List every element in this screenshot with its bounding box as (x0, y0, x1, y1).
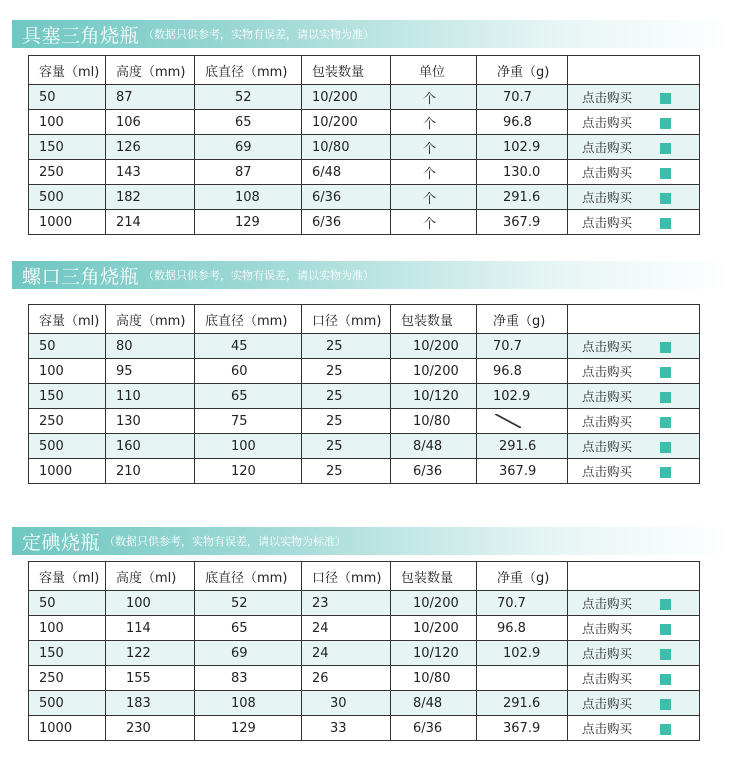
table-cell: 75 (195, 409, 302, 434)
header-cell: 单位 (391, 56, 477, 85)
table-cell: 114 (106, 616, 195, 641)
table-row (29, 716, 700, 741)
header-cell: 包装数量 (391, 305, 477, 334)
table-cell: 6/48 (302, 160, 391, 185)
header-cell: 口径（mm) (302, 305, 391, 334)
table-cell: 10/120 (391, 384, 477, 409)
table-cell: 129 (195, 210, 302, 235)
table-cell: 24 (302, 641, 391, 666)
section-title: 螺口三角烧瓶 (22, 265, 140, 288)
buy-label: 点击购买 (582, 721, 633, 736)
header-cell (568, 305, 700, 334)
table-cell: 60 (195, 359, 302, 384)
buy-square-icon (660, 218, 671, 229)
table-cell (477, 409, 568, 434)
header-cell: 高度（mm) (106, 305, 195, 334)
buy-label: 点击购买 (582, 389, 633, 404)
table-cell: 个 (391, 160, 477, 185)
header-cell: 净重（g) (477, 305, 568, 334)
table-cell: 10/120 (391, 641, 477, 666)
table-cell: 130 (106, 409, 195, 434)
table-header-row (29, 305, 700, 334)
table-cell: 65 (195, 384, 302, 409)
table-row (29, 591, 700, 616)
section-banner (12, 527, 732, 555)
table-cell: 23 (302, 591, 391, 616)
section-title: 具塞三角烧瓶 (22, 24, 140, 47)
header-cell: 底直径（mm) (195, 305, 302, 334)
buy-square-icon (660, 367, 671, 378)
table-cell: 100 (195, 434, 302, 459)
table-cell: 100 (106, 591, 195, 616)
header-cell: 净重（g) (477, 562, 568, 591)
table-cell: 52 (195, 591, 302, 616)
header-cell: 高度（ml) (106, 562, 195, 591)
table-cell: 96.8 (477, 110, 568, 135)
table-cell: 230 (106, 716, 195, 741)
table-cell: 6/36 (302, 185, 391, 210)
table-cell: 500 (29, 434, 106, 459)
buy-label: 点击购买 (582, 596, 633, 611)
section-title: 定碘烧瓶 (22, 531, 101, 554)
table-row (29, 641, 700, 666)
header-cell: 包装数量 (391, 562, 477, 591)
table-cell: 33 (302, 716, 391, 741)
table-cell: 10/80 (391, 666, 477, 691)
table-row (29, 409, 700, 434)
header-cell (568, 562, 700, 591)
table-cell: 1000 (29, 210, 106, 235)
buy-button[interactable] (568, 716, 700, 741)
buy-button[interactable] (568, 641, 700, 666)
buy-button[interactable] (568, 459, 700, 484)
table-cell: 155 (106, 666, 195, 691)
table-cell: 1000 (29, 459, 106, 484)
buy-button[interactable] (568, 135, 700, 160)
table-cell (477, 666, 568, 691)
buy-square-icon (660, 467, 671, 478)
table-cell: 291.6 (477, 185, 568, 210)
table-cell: 150 (29, 135, 106, 160)
buy-square-icon (660, 168, 671, 179)
table-cell: 150 (29, 641, 106, 666)
table-cell: 10/200 (391, 359, 477, 384)
buy-button[interactable] (568, 359, 700, 384)
buy-square-icon (660, 392, 671, 403)
buy-square-icon (660, 417, 671, 428)
table-cell: 143 (106, 160, 195, 185)
table-cell: 130.0 (477, 160, 568, 185)
table-cell: 65 (195, 110, 302, 135)
header-cell: 底直径（mm) (195, 562, 302, 591)
table-cell: 个 (391, 85, 477, 110)
header-cell (568, 56, 700, 85)
buy-square-icon (660, 342, 671, 353)
buy-button[interactable] (568, 334, 700, 359)
buy-label: 点击购买 (582, 646, 633, 661)
table-cell: 96.8 (477, 359, 568, 384)
section-note: （数据只供参考，实物有误差，请以实物为准） (143, 28, 375, 41)
table-cell: 70.7 (477, 334, 568, 359)
header-cell: 包装数量 (302, 56, 391, 85)
table-cell: 183 (106, 691, 195, 716)
table-cell: 25 (302, 334, 391, 359)
table-row (29, 459, 700, 484)
spec-table (28, 55, 700, 235)
table-row (29, 210, 700, 235)
table-cell: 8/48 (391, 691, 477, 716)
table-cell: 52 (195, 85, 302, 110)
section-note: （数据只供参考，实物有误差，请以实物为标准） (104, 535, 347, 548)
table-cell: 126 (106, 135, 195, 160)
table-cell: 500 (29, 185, 106, 210)
table-cell: 25 (302, 409, 391, 434)
buy-button[interactable] (568, 591, 700, 616)
buy-square-icon (660, 674, 671, 685)
buy-label: 点击购买 (582, 414, 633, 429)
table-cell: 291.6 (477, 434, 568, 459)
buy-button[interactable] (568, 434, 700, 459)
buy-square-icon (660, 649, 671, 660)
buy-label: 点击购买 (582, 621, 633, 636)
table-cell: 个 (391, 110, 477, 135)
table-cell: 160 (106, 434, 195, 459)
header-cell: 底直径（mm) (195, 56, 302, 85)
header-cell: 容量（ml) (29, 562, 106, 591)
section-banner (12, 20, 732, 48)
table-row (29, 135, 700, 160)
buy-label: 点击购买 (582, 464, 633, 479)
table-cell: 110 (106, 384, 195, 409)
table-cell: 45 (195, 334, 302, 359)
not-applicable-slash (495, 414, 521, 428)
table-cell: 250 (29, 409, 106, 434)
buy-label: 点击购买 (582, 364, 633, 379)
buy-button[interactable] (568, 666, 700, 691)
buy-button[interactable] (568, 160, 700, 185)
table-cell: 108 (195, 185, 302, 210)
table-cell: 70.7 (477, 591, 568, 616)
table-cell: 26 (302, 666, 391, 691)
buy-square-icon (660, 143, 671, 154)
table-cell: 10/80 (391, 409, 477, 434)
table-cell: 10/200 (391, 591, 477, 616)
buy-label: 点击购买 (582, 90, 633, 105)
table-cell: 50 (29, 591, 106, 616)
buy-button[interactable] (568, 110, 700, 135)
table-cell: 250 (29, 160, 106, 185)
table-cell: 65 (195, 616, 302, 641)
buy-label: 点击购买 (582, 696, 633, 711)
buy-label: 点击购买 (582, 165, 633, 180)
table-row (29, 691, 700, 716)
table-cell: 87 (106, 85, 195, 110)
buy-button[interactable] (568, 85, 700, 110)
buy-square-icon (660, 624, 671, 635)
table-cell: 182 (106, 185, 195, 210)
table-cell: 129 (195, 716, 302, 741)
section-note: （数据只供参考，实物有误差，请以实物为准） (143, 269, 375, 282)
table-row (29, 666, 700, 691)
header-cell: 容量（ml) (29, 305, 106, 334)
table-header-row (29, 56, 700, 85)
buy-label: 点击购买 (582, 339, 633, 354)
table-cell: 50 (29, 85, 106, 110)
table-row (29, 85, 700, 110)
table-cell: 250 (29, 666, 106, 691)
buy-button[interactable] (568, 384, 700, 409)
table-cell: 25 (302, 359, 391, 384)
table-row (29, 334, 700, 359)
table-row (29, 185, 700, 210)
table-cell: 10/80 (302, 135, 391, 160)
table-cell: 100 (29, 616, 106, 641)
table-cell: 102.9 (477, 641, 568, 666)
table-cell: 69 (195, 135, 302, 160)
table-cell: 150 (29, 384, 106, 409)
table-cell: 69 (195, 641, 302, 666)
table-cell: 10/200 (302, 110, 391, 135)
table-cell: 25 (302, 459, 391, 484)
table-cell: 个 (391, 210, 477, 235)
table-cell: 102.9 (477, 384, 568, 409)
table-cell: 83 (195, 666, 302, 691)
table-header-row (29, 562, 700, 591)
buy-label: 点击购买 (582, 215, 633, 230)
buy-label: 点击购买 (582, 115, 633, 130)
table-cell: 6/36 (302, 210, 391, 235)
buy-label: 点击购买 (582, 140, 633, 155)
table-cell: 96.8 (477, 616, 568, 641)
buy-square-icon (660, 93, 671, 104)
table-cell: 1000 (29, 716, 106, 741)
buy-button[interactable] (568, 210, 700, 235)
table-cell: 25 (302, 434, 391, 459)
table-cell: 367.9 (477, 716, 568, 741)
buy-button[interactable] (568, 185, 700, 210)
table-cell: 个 (391, 185, 477, 210)
spec-table (28, 561, 700, 741)
buy-button[interactable] (568, 409, 700, 434)
table-cell: 214 (106, 210, 195, 235)
table-cell: 95 (106, 359, 195, 384)
buy-square-icon (660, 118, 671, 129)
table-cell: 291.6 (477, 691, 568, 716)
header-cell: 净重（g) (477, 56, 568, 85)
table-cell: 10/200 (391, 616, 477, 641)
table-cell: 100 (29, 110, 106, 135)
table-cell: 108 (195, 691, 302, 716)
table-cell: 500 (29, 691, 106, 716)
table-cell: 106 (106, 110, 195, 135)
table-cell: 87 (195, 160, 302, 185)
table-cell: 8/48 (391, 434, 477, 459)
table-cell: 30 (302, 691, 391, 716)
table-cell: 25 (302, 384, 391, 409)
table-cell: 102.9 (477, 135, 568, 160)
buy-label: 点击购买 (582, 190, 633, 205)
table-row (29, 110, 700, 135)
buy-square-icon (660, 599, 671, 610)
table-cell: 100 (29, 359, 106, 384)
table-cell: 80 (106, 334, 195, 359)
table-cell: 6/36 (391, 459, 477, 484)
buy-button[interactable] (568, 691, 700, 716)
table-cell: 6/36 (391, 716, 477, 741)
header-cell: 容量（ml) (29, 56, 106, 85)
buy-square-icon (660, 442, 671, 453)
buy-square-icon (660, 724, 671, 735)
table-cell: 367.9 (477, 459, 568, 484)
table-cell: 24 (302, 616, 391, 641)
table-row (29, 616, 700, 641)
table-cell: 122 (106, 641, 195, 666)
buy-button[interactable] (568, 616, 700, 641)
table-row (29, 384, 700, 409)
section-banner (12, 261, 732, 289)
table-cell: 367.9 (477, 210, 568, 235)
table-cell: 10/200 (391, 334, 477, 359)
spec-table (28, 304, 700, 484)
table-cell: 70.7 (477, 85, 568, 110)
table-cell: 50 (29, 334, 106, 359)
table-cell: 个 (391, 135, 477, 160)
header-cell: 高度（mm) (106, 56, 195, 85)
buy-label: 点击购买 (582, 671, 633, 686)
table-row (29, 359, 700, 384)
table-row (29, 434, 700, 459)
buy-square-icon (660, 193, 671, 204)
table-cell: 120 (195, 459, 302, 484)
table-cell: 210 (106, 459, 195, 484)
table-cell: 10/200 (302, 85, 391, 110)
buy-square-icon (660, 699, 671, 710)
buy-label: 点击购买 (582, 439, 633, 454)
header-cell: 口径（mm) (302, 562, 391, 591)
table-row (29, 160, 700, 185)
